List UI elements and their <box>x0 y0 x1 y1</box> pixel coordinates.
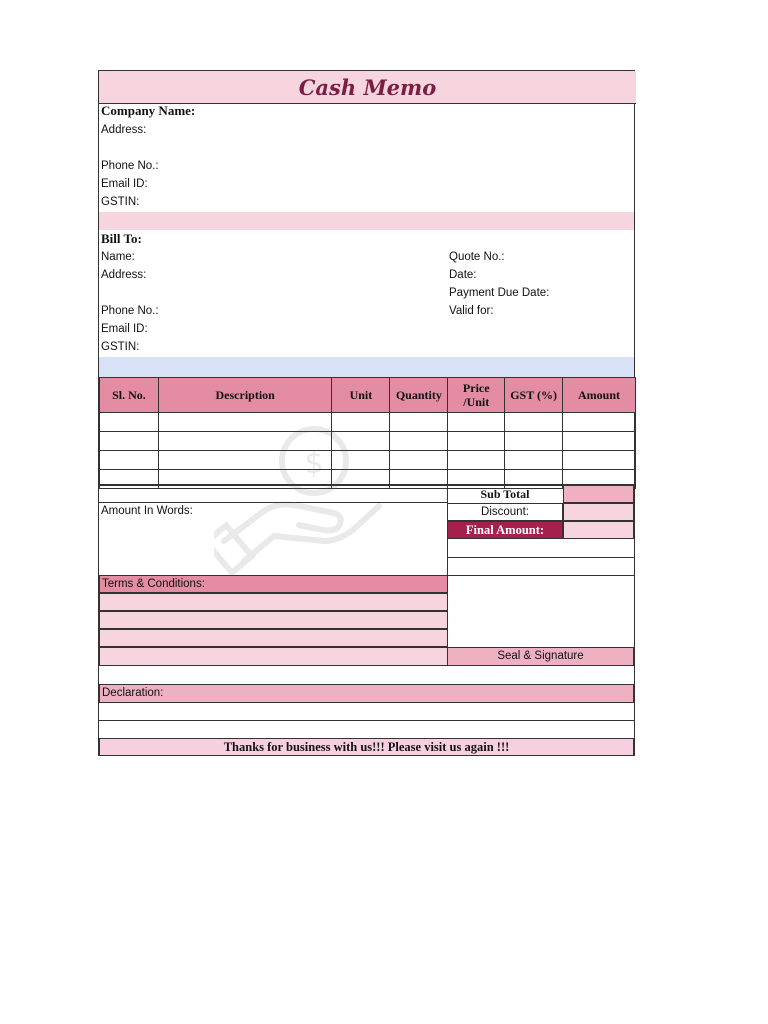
price-header-line1: Price <box>462 381 490 395</box>
date-label: Date: <box>449 269 477 281</box>
seal-signature-label: Seal & Signature <box>497 650 584 662</box>
table-cell[interactable] <box>100 432 159 451</box>
rule <box>99 720 634 721</box>
col-header-description: Description <box>158 378 332 413</box>
terms-line[interactable] <box>99 647 448 666</box>
table-cell[interactable] <box>505 451 563 470</box>
thanks-message: Thanks for business with us!!! Please visit us again !!! <box>223 740 510 754</box>
separator-band-blue <box>99 357 634 377</box>
rule <box>447 575 634 576</box>
table-cell[interactable] <box>390 413 448 432</box>
table-cell[interactable] <box>158 413 332 432</box>
terms-label: Terms & Conditions: <box>102 578 205 590</box>
final-amount-cell <box>447 521 563 539</box>
col-header-amount: Amount <box>563 378 636 413</box>
bill-to-gstin-label: GSTIN: <box>101 341 140 353</box>
table-cell[interactable] <box>390 451 448 470</box>
table-cell[interactable] <box>100 413 159 432</box>
final-amount-label: Final Amount: <box>465 523 545 537</box>
table-cell[interactable] <box>332 432 390 451</box>
price-header-line2: /Unit <box>463 395 490 409</box>
table-cell[interactable] <box>158 451 332 470</box>
quote-no-label: Quote No.: <box>449 251 505 263</box>
table-row <box>100 451 636 470</box>
terms-line[interactable] <box>99 593 448 611</box>
table-cell[interactable] <box>563 413 636 432</box>
table-row <box>100 413 636 432</box>
bill-to-email-label: Email ID: <box>101 323 148 335</box>
terms-line[interactable] <box>99 629 448 647</box>
terms-line[interactable] <box>99 611 448 629</box>
discount-label: Discount: <box>481 506 529 518</box>
col-header-unit: Unit <box>332 378 390 413</box>
payment-due-date-label: Payment Due Date: <box>449 287 550 299</box>
table-cell[interactable] <box>100 451 159 470</box>
bill-to-heading: Bill To: <box>101 231 142 246</box>
table-cell[interactable] <box>448 432 505 451</box>
valid-for-label: Valid for: <box>449 305 494 317</box>
col-header-quantity: Quantity <box>390 378 448 413</box>
table-cell[interactable] <box>332 451 390 470</box>
table-cell[interactable] <box>448 413 505 432</box>
items-table <box>99 377 636 489</box>
table-cell[interactable] <box>158 432 332 451</box>
bill-to-phone-label: Phone No.: <box>101 305 159 317</box>
company-phone-label: Phone No.: <box>101 160 159 172</box>
sub-total-value[interactable] <box>563 485 634 503</box>
col-header-price-unit <box>448 378 505 413</box>
discount-cell <box>447 503 563 521</box>
declaration-header <box>99 684 634 703</box>
svg-text:$: $ <box>304 446 324 481</box>
terms-header <box>99 575 448 593</box>
table-cell[interactable] <box>563 432 636 451</box>
company-name-label: Company Name: <box>101 103 196 118</box>
footer-band <box>99 738 634 756</box>
title-bar <box>99 71 636 104</box>
rule <box>447 557 634 558</box>
table-cell[interactable] <box>505 413 563 432</box>
table-cell[interactable] <box>505 432 563 451</box>
cash-memo-sheet <box>98 70 635 756</box>
company-gstin-label: GSTIN: <box>101 196 140 208</box>
company-address-label: Address: <box>101 124 147 136</box>
items-header-row <box>100 378 636 413</box>
bill-to-name-label: Name: <box>101 251 135 263</box>
declaration-label: Declaration: <box>102 687 164 699</box>
table-row <box>100 432 636 451</box>
page-title: Cash Memo <box>298 75 437 100</box>
col-header-sl-no: Sl. No. <box>100 378 159 413</box>
col-header-gst: GST (%) <box>505 378 563 413</box>
company-email-label: Email ID: <box>101 178 148 190</box>
amount-in-words-label: Amount In Words: <box>101 505 193 517</box>
table-cell[interactable] <box>563 451 636 470</box>
discount-value[interactable] <box>563 503 634 521</box>
separator-band-pink <box>99 212 634 230</box>
sub-total-label: Sub Total <box>480 487 530 501</box>
bill-to-address-label: Address: <box>101 269 147 281</box>
table-cell[interactable] <box>332 413 390 432</box>
final-amount-value[interactable] <box>563 521 634 539</box>
seal-signature-cell <box>447 647 634 666</box>
table-cell[interactable] <box>448 451 505 470</box>
table-cell[interactable] <box>390 432 448 451</box>
